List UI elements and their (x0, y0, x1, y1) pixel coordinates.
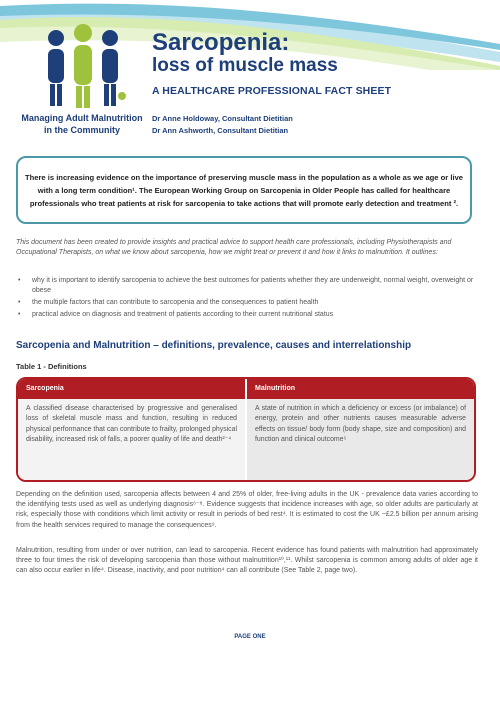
org-name-line2: in the Community (44, 125, 120, 135)
sarcopenia-column (18, 379, 245, 480)
title-block (152, 30, 482, 97)
section-heading: Sarcopenia and Malnutrition – definitions, prevalence, causes and interrelationship (16, 340, 412, 351)
list-item-text: practical advice on diagnosis and treatment of patients according to their current nutritional status (32, 311, 334, 318)
authors (152, 113, 293, 137)
callout-text: There is increasing evidence on the importance of preserving muscle mass in the population as a whole as we age or live with a long term condition¹. The European Working Group on Sarcopenia in Older People has called for healthcare professionals who treat patients at risk for sarcopenia to take actions that will promote early detection and treatment ². (24, 172, 464, 208)
org-name-line1: Managing Adult Malnutrition (21, 113, 143, 123)
list-item-text: why it is important to identify sarcopenia to achieve the best outcomes for patients whether they are underweight, normal weight, overweight or obese (32, 277, 474, 294)
key-message-callout (16, 156, 472, 224)
prevalence-paragraph: Depending on the definition used, sarcopenia affects between 4 and 25% of older, free-living adults in the UK - prevalence data varies according to the identifying tests used as well as underlying diagnosis⁶⁻⁸. Evidence suggests that incidence increases with age, so older adults are particularly at risk, especially those with conditions which limit activity or result in periods of bed rest⁴. It is estimated to cost the UK ~£2.5 billion per annum arising from the health services required to manage the consequences⁹. (16, 491, 478, 529)
outline-list (16, 276, 478, 322)
list-item-text: the multiple factors that can contribute to sarcopenia and the consequences to patient health (32, 299, 319, 306)
page-subtitle: loss of muscle mass (152, 55, 338, 76)
malnutrition-paragraph: Malnutrition, resulting from under or over nutrition, can lead to sarcopenia. Recent evidence has found patients with malnutrition had approximately three to four times the risk of developing sarcopenia than those without malnutrition¹⁰,¹¹. Whilst sarcopenia is common among adults of older age it can also occur earlier in life⁴. Disease, inactivity, and poor nutrition⁴ can all contribute (See Table 2, page two). (16, 547, 478, 575)
factsheet-label: A HEALTHCARE PROFESSIONAL FACT SHEET (152, 85, 392, 97)
sarcopenia-header: Sarcopenia (18, 379, 245, 399)
malnutrition-column (245, 379, 474, 480)
bullet-icon: • (18, 299, 21, 306)
page-title: Sarcopenia: (152, 29, 290, 56)
list-item (16, 310, 478, 320)
intro-paragraph: This document has been created to provide insights and practical advice to support health care professionals, including Physiotherapists and Occupational Therapists, on what we know about sarcopenia, how we might treat or prevent it and how it links to malnutrition. It outlines: (16, 239, 452, 256)
bullet-icon: • (18, 311, 21, 318)
family-logo-icon (36, 22, 130, 112)
malnutrition-definition: A state of nutrition in which a deficiency or excess (or imbalance) of energy, protein and other nutrients causes measurable adverse effects on tissue/ body form (body shape, size and composition) and function and clinical outcome⁵ (247, 399, 474, 480)
table-title: Table 1 - Definitions (16, 362, 87, 371)
list-item (16, 298, 478, 308)
organisation-name (12, 112, 152, 136)
author-1: Dr Anne Holdoway, Consultant Dietitian (152, 114, 293, 123)
author-2: Dr Ann Ashworth, Consultant Dietitian (152, 126, 289, 135)
malnutrition-header: Malnutrition (247, 379, 474, 399)
definitions-table (16, 377, 476, 482)
sarcopenia-definition: A classified disease characterised by progressive and generalised loss of skeletal muscle mass and function, resulting in reduced physical performance that can contribute to frailty, prolonged physical disability, increased risk of falls, a poorer quality of life and death²⁻⁴ (18, 399, 245, 480)
page-number: PAGE ONE (234, 634, 266, 640)
bullet-icon: • (18, 277, 21, 284)
list-item (16, 276, 478, 296)
